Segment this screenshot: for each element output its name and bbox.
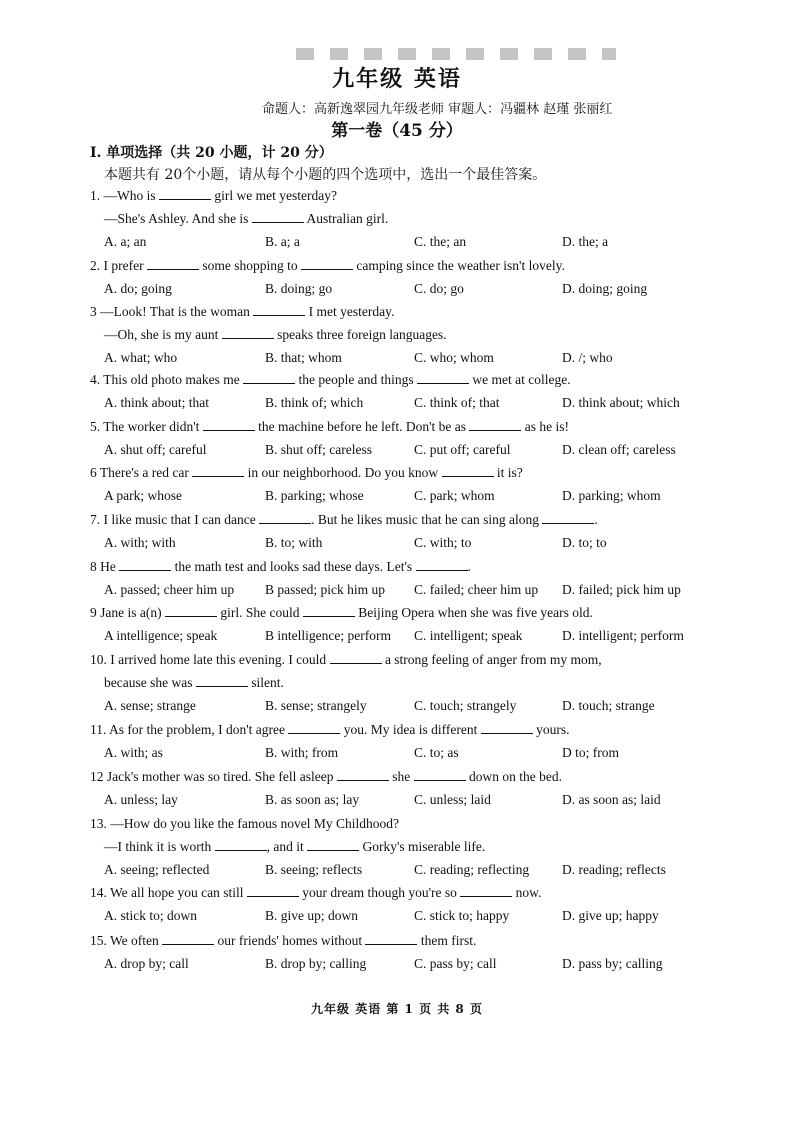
answer-option: A. with; as <box>104 745 163 760</box>
answer-option: C. park; whom <box>414 488 495 503</box>
answer-option: D. doing; going <box>562 281 648 296</box>
answer-blank <box>469 418 521 431</box>
answer-option: B. sense; strangely <box>265 698 367 713</box>
question-line: 8 He the math test and looks sad these days. Let's . <box>90 559 471 574</box>
answer-option: B. a; a <box>265 234 300 249</box>
question-line: 3 —Look! That is the woman I met yesterday. <box>90 304 395 319</box>
question-line: because she was silent. <box>104 675 284 690</box>
answer-blank <box>192 464 244 477</box>
answer-blank <box>247 884 299 897</box>
answer-blank <box>147 257 199 270</box>
question-line: 2. I prefer some shopping to camping since the weather isn't lovely. <box>90 258 565 273</box>
answer-blank <box>259 511 311 524</box>
question-line: 6 There's a red car in our neighborhood. Do you know it is? <box>90 465 523 480</box>
answer-blank <box>303 604 355 617</box>
answer-option: B. doing; go <box>265 281 333 296</box>
answer-option: A intelligence; speak <box>104 628 218 643</box>
answer-option: B. give up; down <box>265 908 358 923</box>
answer-option: C. failed; cheer him up <box>414 582 539 597</box>
question-line: 13. —How do you like the famous novel My Childhood? <box>90 816 399 831</box>
answer-option: C. with; to <box>414 535 472 550</box>
answer-option: D. intelligent; perform <box>562 628 684 643</box>
question-line: 15. We often our friends' homes without them first. <box>90 933 477 948</box>
question-line: —Oh, she is my aunt speaks three foreign languages. <box>104 327 447 342</box>
answer-option: C. who; whom <box>414 350 494 365</box>
question-line: 5. The worker didn't the machine before he left. Don't be as as he is! <box>90 419 570 434</box>
question-line: —She's Ashley. And she is Australian girl. <box>104 211 389 226</box>
answer-option: B intelligence; perform <box>265 628 391 643</box>
answer-option: A. stick to; down <box>104 908 197 923</box>
answer-blank <box>165 604 217 617</box>
answer-blank <box>301 257 353 270</box>
answer-blank <box>330 651 382 664</box>
answer-option: C. think of; that <box>414 395 500 410</box>
question-line: 1. —Who is girl we met yesterday? <box>90 188 337 203</box>
answer-blank <box>542 511 594 524</box>
answer-option: D. give up; happy <box>562 908 659 923</box>
answer-option: D. to; to <box>562 535 607 550</box>
answer-option: A. seeing; reflected <box>104 862 210 877</box>
answer-blank <box>288 721 340 734</box>
question-line: 14. We all hope you can still your dream though you're so now. <box>90 885 542 900</box>
question-line: 7. I like music that I can dance . But he likes music that he can sing along . <box>90 512 598 527</box>
answer-option: B. shut off; careless <box>265 442 372 457</box>
answer-option: A. a; an <box>104 234 147 249</box>
question-line: 9 Jane is a(n) girl. She could Beijing Opera when she was five years old. <box>90 605 593 620</box>
answer-option: D to; from <box>562 745 619 760</box>
answer-option: B passed; pick him up <box>265 582 385 597</box>
answer-option: D. think about; which <box>562 395 680 410</box>
answer-option: C. unless; laid <box>414 792 491 807</box>
answer-option: B. drop by; calling <box>265 956 367 971</box>
answer-option: D. /; who <box>562 350 613 365</box>
answer-blank <box>162 932 214 945</box>
answer-option: C. touch; strangely <box>414 698 517 713</box>
answer-blank <box>252 210 304 223</box>
answer-blank <box>365 932 417 945</box>
answer-blank <box>442 464 494 477</box>
answer-option: A. do; going <box>104 281 172 296</box>
answer-option: B. with; from <box>265 745 339 760</box>
answer-option: A. shut off; careful <box>104 442 207 457</box>
question-line: 4. This old photo makes me the people and things we met at college. <box>90 372 571 387</box>
answer-option: D. failed; pick him up <box>562 582 681 597</box>
answer-blank <box>243 371 295 384</box>
answer-option: D. as soon as; laid <box>562 792 661 807</box>
answer-blank <box>253 303 305 316</box>
answer-option: C. to; as <box>414 745 459 760</box>
answer-option: D. clean off; careless <box>562 442 676 457</box>
answer-option: C. pass by; call <box>414 956 497 971</box>
answer-option: A. with; with <box>104 535 176 550</box>
answer-blank <box>337 768 389 781</box>
answer-option: D. the; a <box>562 234 609 249</box>
answer-option: C. reading; reflecting <box>414 862 530 877</box>
exam-authors: 命题人：高新逸翠园九年级老师 审题人：冯疆林 赵瑾 张丽红 <box>262 102 613 117</box>
question-line: 12 Jack's mother was so tired. She fell asleep she down on the bed. <box>90 769 562 784</box>
answer-option: C. intelligent; speak <box>414 628 523 643</box>
exam-title: 九年级 英语 <box>332 66 462 92</box>
answer-blank <box>417 371 469 384</box>
answer-option: A park; whose <box>104 488 182 503</box>
answer-option: B. to; with <box>265 535 323 550</box>
answer-option: B. that; whom <box>265 350 342 365</box>
page-footer: 九年级 英语 第 1 页 共 8 页 <box>311 1002 483 1016</box>
answer-option: B. seeing; reflects <box>265 862 363 877</box>
answer-blank <box>416 558 468 571</box>
answer-blank <box>481 721 533 734</box>
answer-option: D. pass by; calling <box>562 956 663 971</box>
answer-option: D. touch; strange <box>562 698 655 713</box>
answer-option: D. reading; reflects <box>562 862 666 877</box>
answer-blank <box>196 674 248 687</box>
answer-option: A. drop by; call <box>104 956 189 971</box>
answer-option: A. what; who <box>104 350 178 365</box>
answer-option: A. sense; strange <box>104 698 196 713</box>
question-line: 11. As for the problem, I don't agree you. My idea is different yours. <box>90 722 570 737</box>
answer-option: C. put off; careful <box>414 442 511 457</box>
answer-option: C. the; an <box>414 234 467 249</box>
answer-option: B. think of; which <box>265 395 364 410</box>
answer-option: C. do; go <box>414 281 464 296</box>
answer-blank <box>222 326 274 339</box>
answer-blank <box>414 768 466 781</box>
answer-option: C. stick to; happy <box>414 908 510 923</box>
answer-blank <box>159 187 211 200</box>
question-line: —I think it is worth , and it Gorky's miserable life. <box>104 839 486 854</box>
answer-blank <box>119 558 171 571</box>
answer-option: A. think about; that <box>104 395 209 410</box>
question-line: 10. I arrived home late this evening. I could a strong feeling of anger from my mom, <box>90 652 602 667</box>
answer-option: B. parking; whose <box>265 488 364 503</box>
answer-blank <box>460 884 512 897</box>
answer-blank <box>203 418 255 431</box>
answer-blank <box>215 838 267 851</box>
answer-option: A. passed; cheer him up <box>104 582 235 597</box>
section-instructions: 本题共有 20个小题，请从每个小题的四个选项中，选出一个最佳答案。 <box>104 167 547 183</box>
answer-option: A. unless; lay <box>104 792 178 807</box>
answer-blank <box>307 838 359 851</box>
answer-option: D. parking; whom <box>562 488 661 503</box>
section-heading: I. 单项选择（共 20 小题，计 20 分） <box>90 145 333 161</box>
answer-option: B. as soon as; lay <box>265 792 360 807</box>
part-title: 第一卷（45 分） <box>331 121 463 141</box>
